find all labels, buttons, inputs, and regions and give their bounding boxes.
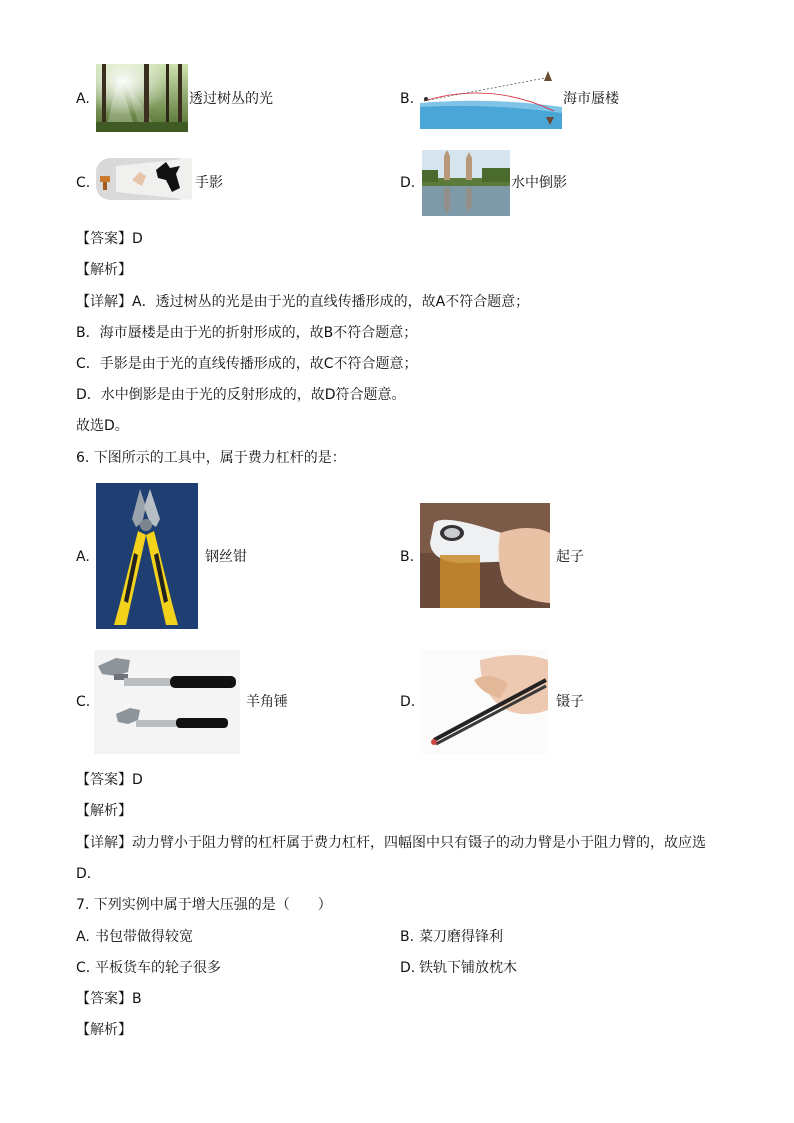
q7-option-b-letter: B. <box>400 929 415 945</box>
q5-detail-line: 【详解】A．透过树丛的光是由于光的直线传播形成的，故A不符合题意； <box>76 294 530 310</box>
pliers-image <box>96 483 198 629</box>
q5-option-b-caption: 海市蜃楼 <box>563 91 619 107</box>
water-reflection-image <box>422 150 510 216</box>
q7-option-a-letter: A. <box>76 929 90 945</box>
q6-answer: 【答案】D <box>76 772 143 788</box>
mirage-diagram-image <box>420 67 562 129</box>
q6-detail-line: 【详解】动力臂小于阻力臂的杠杆属于费力杠杆，四幅图中只有镊子的动力臂是小于阻力臂的，故应选 <box>76 835 706 851</box>
q5-option-a-letter: A. <box>76 91 90 107</box>
q7-analysis-heading: 【解析】 <box>76 1022 132 1038</box>
q5-detail-line: 故选D。 <box>76 418 129 434</box>
q5-detail-line: D．水中倒影是由于光的反射形成的，故D符合题意。 <box>76 387 406 403</box>
q6-option-d-caption: 镊子 <box>556 694 584 710</box>
q7-option-a-text: 书包带做得较宽 <box>95 929 193 945</box>
q5-answer: 【答案】D <box>76 231 143 247</box>
q5-option-c-letter: C. <box>76 175 91 191</box>
tweezers-image <box>420 650 548 754</box>
q6-option-a-letter: A. <box>76 549 90 565</box>
q5-option-a-caption: 透过树丛的光 <box>189 91 273 107</box>
q6-option-c-letter: C. <box>76 694 91 710</box>
q5-option-d-letter: D. <box>400 175 416 191</box>
q6-option-d-letter: D. <box>400 694 416 710</box>
bottle-opener-image <box>420 503 550 608</box>
q5-analysis-heading: 【解析】 <box>76 262 132 278</box>
q6-analysis-heading: 【解析】 <box>76 803 132 819</box>
q5-detail-line: B．海市蜃楼是由于光的折射形成的，故B不符合题意； <box>76 325 418 341</box>
q6-stem: 6. 下图所示的工具中，属于费力杠杆的是： <box>76 450 346 466</box>
q6-option-c-caption: 羊角锤 <box>246 694 288 710</box>
q5-option-d-caption: 水中倒影 <box>511 175 567 191</box>
hand-shadow-image <box>96 158 192 200</box>
forest-light-image <box>96 64 188 132</box>
q7-option-c-letter: C. <box>76 960 91 976</box>
q7-option-c-text: 平板货车的轮子很多 <box>95 960 221 976</box>
q7-stem: 7. 下列实例中属于增大压强的是（ ） <box>76 897 332 913</box>
q7-option-d-text: 铁轨下铺放枕木 <box>419 960 517 976</box>
q5-option-b-letter: B. <box>400 91 415 107</box>
q6-option-a-caption: 钢丝钳 <box>205 549 247 565</box>
q7-answer: 【答案】B <box>76 991 142 1007</box>
claw-hammer-image <box>94 650 240 754</box>
q5-option-c-caption: 手影 <box>195 175 223 191</box>
q6-detail-line: D． <box>76 866 101 882</box>
q7-option-d-letter: D. <box>400 960 416 976</box>
q6-option-b-caption: 起子 <box>556 549 584 565</box>
q5-detail-line: C．手影是由于光的直线传播形成的，故C不符合题意； <box>76 356 418 372</box>
q7-option-b-text: 菜刀磨得锋利 <box>419 929 503 945</box>
q6-option-b-letter: B. <box>400 549 415 565</box>
